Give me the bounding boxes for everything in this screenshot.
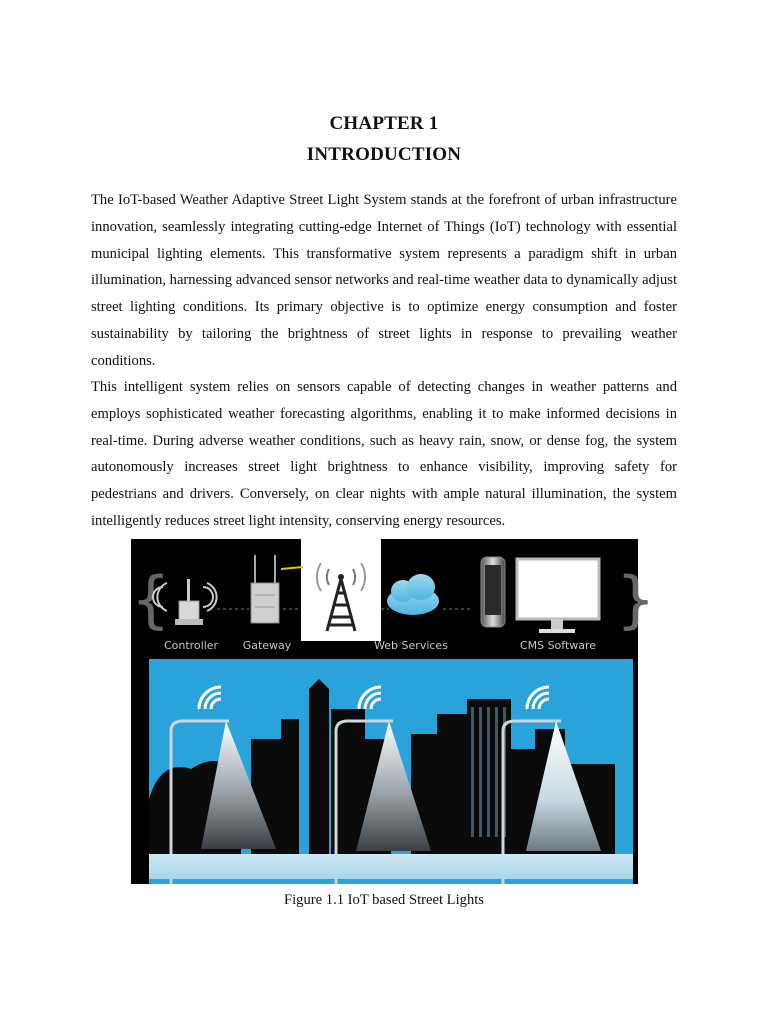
monitor-icon [517,559,599,633]
label-controller: Controller [163,639,219,652]
label-web-services: Web Services [374,639,448,652]
gateway-icon [251,555,279,623]
road [149,854,633,879]
label-cms-software: CMS Software [519,639,597,652]
paragraph-intro: The IoT-based Weather Adaptive Street Light System stands at the forefront of urban infrastructure innovation, seamlessly integrating cutting-edge Internet of Things (IoT) technology with essential municipal lighting elements. This transformative system represents a paradigm shift in urban illumination, harnessing advanced sensor networks and real-time weather data to dynamically adjust street lighting conditions. Its primary objective is to optimize energy consumption and foster sustainability by tailoring the brightness of street lights in response to prevailing weather conditions. [91,192,678,369]
paragraph-system: This intelligent system relies on sensors capable of detecting changes in weather patterns and employs sophisticated weather forecasting algorithms, enabling it to make informed decisions in real-time. During adverse weather conditions, such as heavy rain, snow, or dense fog, the system autonomously increases street light brightness to enhance visibility, improving safety for pedestrians and drivers. Conversely, on clear nights with ample natural illumination, the system intelligently reduces street light intensity, conserving energy resources. [91,379,677,529]
figure-caption: Figure 1.1 IoT based Street Lights [284,892,484,908]
lightning-icon [281,567,303,569]
left-brace-icon: { [131,563,171,636]
chapter-title: INTRODUCTION [306,144,462,165]
smartphone-icon [481,557,505,627]
right-brace-icon: } [616,563,656,636]
device-row [131,539,655,652]
chapter-number: CHAPTER 1 [329,113,439,134]
cloud-icon [387,574,439,615]
street-scene [149,659,633,884]
iot-street-lights-figure [131,539,656,884]
label-gateway: Gateway [242,639,292,652]
